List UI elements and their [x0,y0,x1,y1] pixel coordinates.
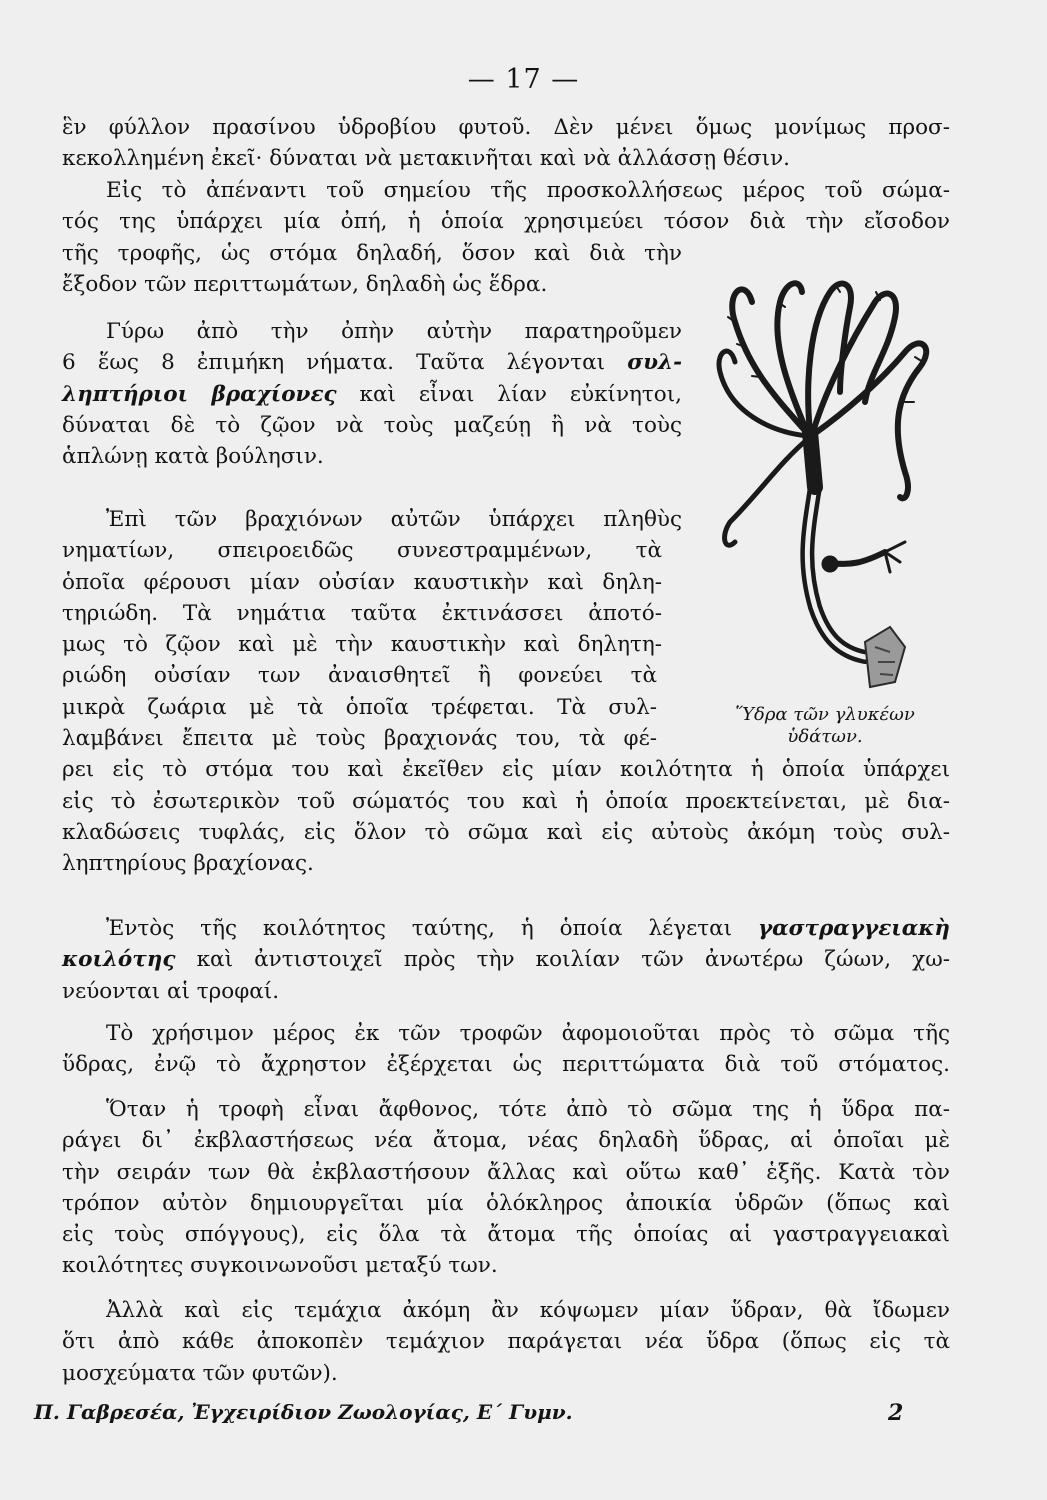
text-segment: 6 ἕως 8 ἐπιμήκη νήματα. Ταῦτα λέγονται [62,350,606,376]
text-segment: καὶ εἶναι λίαν εὐκίνητοι, [336,381,683,407]
text-line: ὁποῖα φέρουσι μίαν οὐσίαν καυστικὴν καὶ δηλη- [62,569,662,595]
book-footer: Π. Γαβρεσέα, Ἐγχειρίδιον Ζωολογίας, Ε΄ Γυμν. [34,1400,573,1424]
text-line: εἰς τοὺς σπόγγους), εἰς ὅλα τὰ ἄτομα τῆς ὁποίας αἱ γαστραγγειακαὶ [62,1222,950,1248]
text-line: τῆς τροφῆς, ὡς στόμα δηλαδή, ὅσον καὶ διὰ τὴν [62,240,682,266]
text-line: μως τὸ ζῷον καὶ μὲ τὴν καυστικὴν καὶ δηλητη- [62,632,662,658]
hydra-illustration-icon [690,262,960,702]
figure-caption [690,704,960,748]
text-line: λαμβάνει ἔπειτα μὲ τοὺς βραχιονάς του, τὰ φέ- [62,726,657,752]
text-line: δύναται δὲ τὸ ζῷον νὰ τοὺς μαζεύῃ ἢ νὰ τοὺς [62,412,682,438]
text-line [62,913,950,944]
page-number: — 17 — [467,64,580,95]
paragraph-3 [62,316,682,472]
term-gastraggeiaki: γαστραγγειακὴ [757,916,950,941]
text-line [62,379,682,410]
text-line: Εἰς τὸ ἀπέναντι τοῦ σημείου τῆς προσκολλήσεως μέρος τοῦ σώμα- [106,178,950,203]
text-line: νεύονται αἱ τροφαί. [62,978,280,1004]
text-line: εἰς τὸ ἐσωτερικὸν τοῦ σώματός του καὶ ἡ ὁποία προεκτείνεται, μὲ δια- [62,788,950,814]
text-segment: καὶ ἀντιστοιχεῖ πρὸς τὴν κοιλίαν τῶν ἀνωτέρω ζώων, χω- [175,947,950,973]
term-sylleptirioi: συλ- [627,350,682,376]
paragraph-1 [62,112,950,175]
text-line: ἔξοδον τῶν περιττωμάτων, δηλαδὴ ὡς ἕδρα. [62,271,548,297]
paragraph-8 [62,1295,950,1389]
text-line: νηματίων, σπειροειδῶς συνεστραμμένων, τὰ [62,538,662,564]
text-line: τὴν σειράν των θὰ ἐκβλαστήσουν ἄλλας καὶ οὕτω καθ᾿ ἑξῆς. Κατὰ τὸν [62,1159,950,1185]
text-line [62,944,950,975]
text-line: ριώδη οὐσίαν των ἀναισθητεῖ ἢ φονεύει τὰ [62,663,657,689]
text-line: μικρὰ ζωάρια μὲ τὰ ὁποῖα τρέφεται. Τὰ συλ- [62,694,657,720]
term-brachiones: ληπτήριοι βραχίονες [62,381,337,407]
text-line: Γύρω ἀπὸ τὴν ὀπὴν αὐτὴν παρατηροῦμεν [106,319,682,344]
term-koilotis: κοιλότης [62,947,176,973]
hydra-figure [690,262,960,732]
text-line: Τὸ χρήσιμον μέρος ἐκ τῶν τροφῶν ἀφομοιοῦται πρὸς τὸ σῶμα τῆς [106,1021,950,1046]
sheet-number: 2 [888,1400,904,1426]
text-line: Ἀλλὰ καὶ εἰς τεμάχια ἀκόμη ἂν κόψωμεν μίαν ὕδραν, θὰ ἴδωμεν [106,1298,950,1323]
text-line: ὕδρας, ἐνῷ τὸ ἄχρηστον ἐξέρχεται ὡς περιττώματα διὰ τοῦ στόματος. [62,1052,950,1078]
text-line: ἓν φύλλον πρασίνου ὑδροβίου φυτοῦ. Δὲν μένει ὅμως μονίμως προσ- [62,115,950,140]
text-line [62,347,682,378]
text-line: ληπτηρίους βραχίονας. [62,851,314,877]
text-line: μοσχεύματα τῶν φυτῶν). [62,1360,338,1386]
caption-line: ὑδάτων. [787,726,863,747]
paragraph-5 [62,913,950,1007]
text-line: τηριώδη. Τὰ νημάτια ταῦτα ἐκτινάσσει ἀποτό- [62,600,662,626]
caption-line: Ὕδρα τῶν γλυκέων [735,704,915,725]
text-line: ρει εἰς τὸ στόμα του καὶ ἐκεῖθεν εἰς μίαν κοιλότητα ἡ ὁποία ὑπάρχει [62,757,950,783]
paragraph-6 [62,1018,950,1081]
paragraph-7 [62,1094,950,1282]
text-line: ράγει δι᾿ ἐκβλαστήσεως νέα ἄτομα, νέας δηλαδὴ ὕδρας, αἱ ὁποῖαι μὲ [62,1128,950,1154]
text-line: κλαδώσεις τυφλάς, εἰς ὅλον τὸ σῶμα καὶ εἰς αὐτοὺς ἀκόμη τοὺς συλ- [62,819,950,845]
text-line: κεκολλημένη ἐκεῖ· δύναται νὰ μετακινῆται καὶ νὰ ἀλλάσσῃ θέσιν. [62,146,791,172]
text-line: τός της ὑπάρχει μία ὀπή, ἡ ὁποία χρησιμεύει τόσον διὰ τὴν εἴσοδον [62,209,950,235]
text-line: Ἐπὶ τῶν βραχιόνων αὐτῶν ὑπάρχει πληθὺς [106,507,682,532]
text-line: κοιλότητες συγκοινωνοῦσι μεταξύ των. [62,1253,498,1279]
text-segment: Ἐντὸς τῆς κοιλότητος ταύτης, ἡ ὁποία λέγεται [106,916,758,941]
text-line: ἁπλώνῃ κατὰ βούλησιν. [62,444,324,470]
text-line: ὅτι ἀπὸ κάθε ἀποκοπὲν τεμάχιον παράγεται νέα ὕδρα (ὅπως εἰς τὰ [62,1329,950,1355]
text-line: Ὅταν ἡ τροφὴ εἶναι ἄφθονος, τότε ἀπὸ τὸ σῶμα της ἡ ὕδρα πα- [106,1097,950,1122]
text-line: τρόπον αὐτὸν δημιουργεῖται μία ὁλόκληρος ἀποικία ὑδρῶν (ὅπως καὶ [62,1190,950,1216]
